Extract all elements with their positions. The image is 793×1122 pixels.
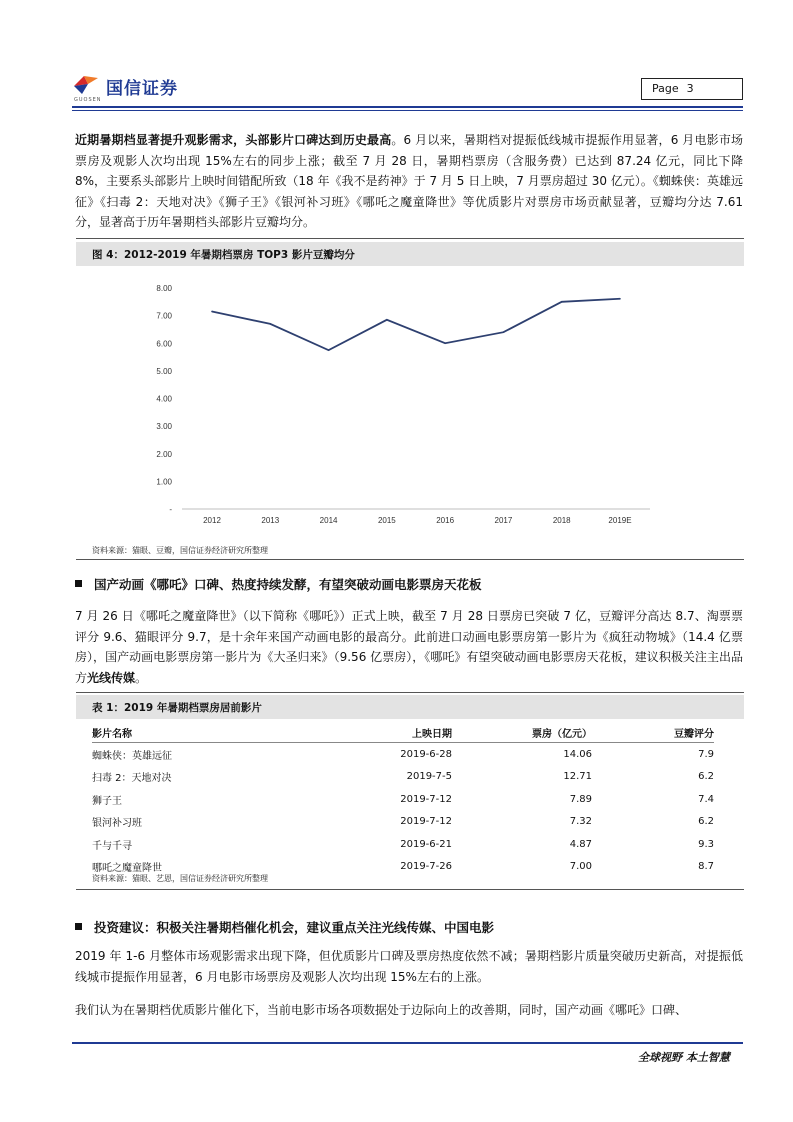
header-rule — [72, 106, 743, 108]
table-row — [92, 743, 714, 766]
cell-film-name: 千与千寻 — [92, 840, 132, 852]
header-film-name: 影片名称 — [92, 722, 342, 743]
cell-film-name: 狮子王 — [92, 795, 122, 807]
cell-film-name: 银河补习班 — [92, 818, 142, 830]
header-release-date: 上映日期 — [342, 722, 452, 743]
paragraph-outlook: 我们认为在暑期档优质影片催化下，当前电影市场各项数据处于边际向上的改善期，同时，国产动画《哪吒》口碑、 — [75, 1003, 688, 1017]
section-title: 国产动画《哪吒》口碑、热度持续发酵，有望突破动画电影票房天花板 — [94, 577, 482, 592]
section-heading-investment — [75, 918, 494, 936]
footer-slogan: 全球视野 本土智慧 — [638, 1051, 730, 1064]
cell-film-name: 扫毒 2：天地对决 — [92, 773, 172, 785]
table-row — [92, 833, 714, 856]
cell-douban-score: 8.7 — [698, 861, 714, 873]
y-tick-label: 5.00 — [156, 366, 172, 376]
table-source: 资料来源：猫眼、艺恩，国信证券经济研究所整理 — [92, 874, 268, 883]
cell-release-date: 2019-7-12 — [400, 793, 452, 805]
square-bullet-icon — [75, 923, 82, 930]
box-office-table — [92, 722, 714, 878]
data-point — [444, 342, 446, 344]
y-tick-label: 7.00 — [156, 311, 172, 321]
paragraph-highlight: 光线传媒 — [87, 670, 136, 685]
cell-release-date: 2019-7-26 — [400, 861, 452, 873]
douban-score-line-chart — [76, 270, 744, 538]
header-rule-thin — [72, 110, 743, 111]
logo-company-name: 国信证券 — [106, 79, 178, 99]
paragraph-body: 7 月 26 日《哪吒之魔童降世》（以下简称《哪吒》）正式上映，截至 7 月 28 日票房已突破 7 亿，豆瓣评分高达 8.7、淘票票评分 9.6、猫眼评分 9.7，是十余年来国产动画电影的最高分。此前进口动画电影票房第一影片为《疯狂动物城》（14.4 亿票房），国产动画电影票房第一影片为《大圣归来》（9.56 亿票房），《哪吒》有望突破动画电影票房天花板，建议积极关注主出品方 — [75, 609, 743, 685]
y-tick-label: 4.00 — [156, 394, 172, 404]
data-point — [503, 331, 505, 333]
header-douban-score: 豆瓣评分 — [592, 722, 714, 743]
page-label: Page — [652, 82, 679, 95]
cell-release-date: 2019-6-21 — [400, 838, 452, 850]
cell-film-name: 哪吒之魔童降世 — [92, 863, 162, 875]
data-point — [561, 301, 563, 303]
section-heading-nezha — [75, 575, 482, 593]
paragraph-body: 。6 月以来，暑期档对提振低线城市提振作用显著，6 月电影市场票房及观影人次均出现 15%左右的同步上涨；截至 7 月 28 日，暑期档票房（含服务费）已达到 87.24 亿元，同比下降 8%，主要系头部影片上映时间错配所致（18 年《我不是药神》于 7 月 5 日上映，7 月票房超过 30 亿元）。《蜘蛛侠：英雄远征》《扫毒 2：天地对决》《狮子王》《银河补习班》《哪吒之魔童降世》等优质影片对票房市场贡献显著，豆瓣均分达 7.61 分，显著高于历年暑期档头部影片豆瓣均分。 — [75, 133, 743, 230]
table-row — [92, 788, 714, 811]
cell-douban-score: 9.3 — [698, 838, 714, 850]
x-tick-label: 2017 — [494, 516, 513, 525]
footer-rule — [72, 1042, 743, 1044]
y-tick-label: 8.00 — [156, 284, 172, 293]
table-row — [92, 766, 714, 789]
data-point — [328, 349, 330, 351]
logo-mark-icon — [72, 74, 100, 96]
paragraph-summer-demand — [75, 130, 743, 233]
square-bullet-icon — [75, 580, 82, 587]
x-tick-label: 2015 — [377, 516, 396, 525]
cell-douban-score: 6.2 — [698, 771, 714, 783]
logo-english-name: GUOSEN — [74, 97, 102, 103]
cell-release-date: 2019-7-12 — [400, 816, 452, 828]
y-tick-label: 6.00 — [156, 339, 172, 349]
y-tick-label: 2.00 — [156, 449, 172, 459]
table-row — [92, 811, 714, 834]
cell-film-name: 蜘蛛侠：英雄远征 — [92, 750, 172, 762]
data-point — [269, 323, 271, 325]
paragraph-lead: 近期暑期档显著提升观影需求，头部影片口碑达到历史最高 — [75, 133, 392, 147]
series-line — [212, 299, 620, 350]
cell-release-date: 2019-7-5 — [406, 771, 452, 783]
cell-box-office: 14.06 — [563, 748, 592, 760]
x-tick-label: 2014 — [319, 516, 338, 525]
table-title: 表 1：2019 年暑期档票房居前影片 — [92, 702, 262, 714]
paragraph-market-review: 2019 年 1-6 月整体市场观影需求出现下降，但优质影片口碑及票房热度依然不减；暑期档影片质量突破历史新高，对提振低线城市提振作用显著，6 月电影市场票房及观影人次均出现 15%左右的上涨。 — [75, 949, 743, 984]
data-point — [386, 319, 388, 321]
table-header-row — [92, 722, 714, 743]
x-tick-label: 2018 — [552, 516, 571, 525]
y-tick-label: - — [169, 505, 172, 514]
cell-box-office: 7.00 — [569, 861, 592, 873]
cell-douban-score: 7.9 — [698, 748, 714, 760]
data-point — [619, 298, 621, 300]
x-tick-label: 2012 — [203, 516, 221, 525]
page-indicator — [641, 78, 743, 100]
header-box-office: 票房（亿元） — [452, 722, 592, 743]
cell-box-office: 4.87 — [569, 838, 592, 850]
cell-box-office: 7.89 — [569, 793, 592, 805]
y-tick-label: 1.00 — [156, 477, 172, 487]
x-tick-label: 2013 — [261, 516, 280, 525]
page-number: 3 — [686, 82, 694, 95]
cell-box-office: 7.32 — [569, 816, 592, 828]
cell-douban-score: 7.4 — [698, 793, 714, 805]
cell-box-office: 12.71 — [563, 771, 592, 783]
y-tick-label: 3.00 — [156, 422, 172, 432]
data-point — [211, 311, 213, 313]
section-title: 投资建议：积极关注暑期档催化机会，建议重点关注光线传媒、中国电影 — [94, 920, 495, 935]
cell-release-date: 2019-6-28 — [400, 748, 452, 760]
paragraph-end: 。 — [135, 670, 148, 685]
paragraph-nezha — [75, 606, 743, 688]
cell-douban-score: 6.2 — [698, 816, 714, 828]
x-tick-label: 2019E — [608, 516, 632, 525]
figure-source: 资料来源：猫眼、豆瓣，国信证券经济研究所整理 — [92, 546, 268, 555]
x-tick-label: 2016 — [436, 516, 455, 525]
figure-title: 图 4：2012-2019 年暑期档票房 TOP3 影片豆瓣均分 — [92, 249, 355, 261]
